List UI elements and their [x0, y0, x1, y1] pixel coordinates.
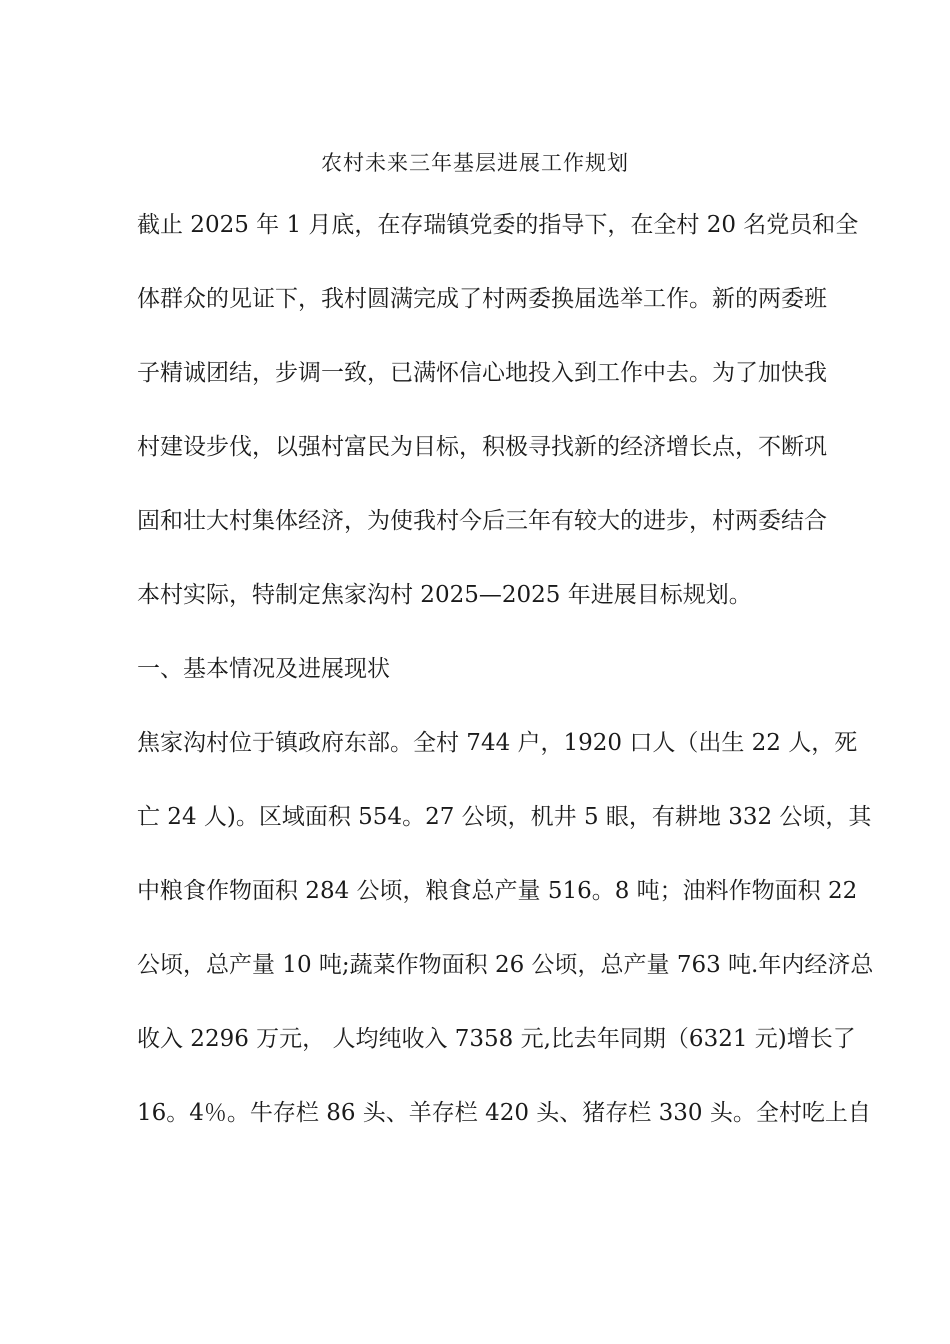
section-heading: 一、基本情况及进展现状 — [137, 656, 390, 682]
paragraph-line: 公顷，总产量 10 吨;蔬菜作物面积 26 公顷，总产量 763 吨.年内经济总 — [137, 952, 874, 978]
paragraph-line: 本村实际，特制定焦家沟村 2025—2025 年进展目标规划。 — [137, 582, 752, 608]
paragraph-line: 收入 2296 万元， 人均纯收入 7358 元,比去年同期（6321 元)增长了 — [137, 1026, 856, 1052]
paragraph-line: 子精诚团结，步调一致，已满怀信心地投入到工作中去。为了加快我 — [137, 360, 827, 386]
paragraph-line: 焦家沟村位于镇政府东部。全村 744 户，1920 口人（出生 22 人，死 — [137, 730, 858, 756]
document-body — [137, 205, 874, 1167]
paragraph-line: 16。4％。牛存栏 86 头、羊存栏 420 头、猪存栏 330 头。全村吃上自 — [137, 1100, 871, 1126]
document-title: 农村未来三年基层进展工作规划 — [321, 151, 629, 175]
paragraph-line: 中粮食作物面积 284 公顷，粮食总产量 516。8 吨；油料作物面积 22 — [137, 878, 858, 904]
paragraph-line: 截止 2025 年 1 月底，在存瑞镇党委的指导下，在全村 20 名党员和全 — [137, 212, 859, 238]
paragraph-line: 体群众的见证下，我村圆满完成了村两委换届选举工作。新的两委班 — [137, 286, 827, 312]
paragraph-line: 固和壮大村集体经济，为使我村今后三年有较大的进步，村两委结合 — [137, 508, 827, 534]
paragraph-line: 村建设步伐，以强村富民为目标，积极寻找新的经济增长点，不断巩 — [137, 434, 827, 460]
paragraph-line: 亡 24 人)。区域面积 554。27 公顷，机井 5 眼，有耕地 332 公顷，其 — [137, 804, 872, 830]
